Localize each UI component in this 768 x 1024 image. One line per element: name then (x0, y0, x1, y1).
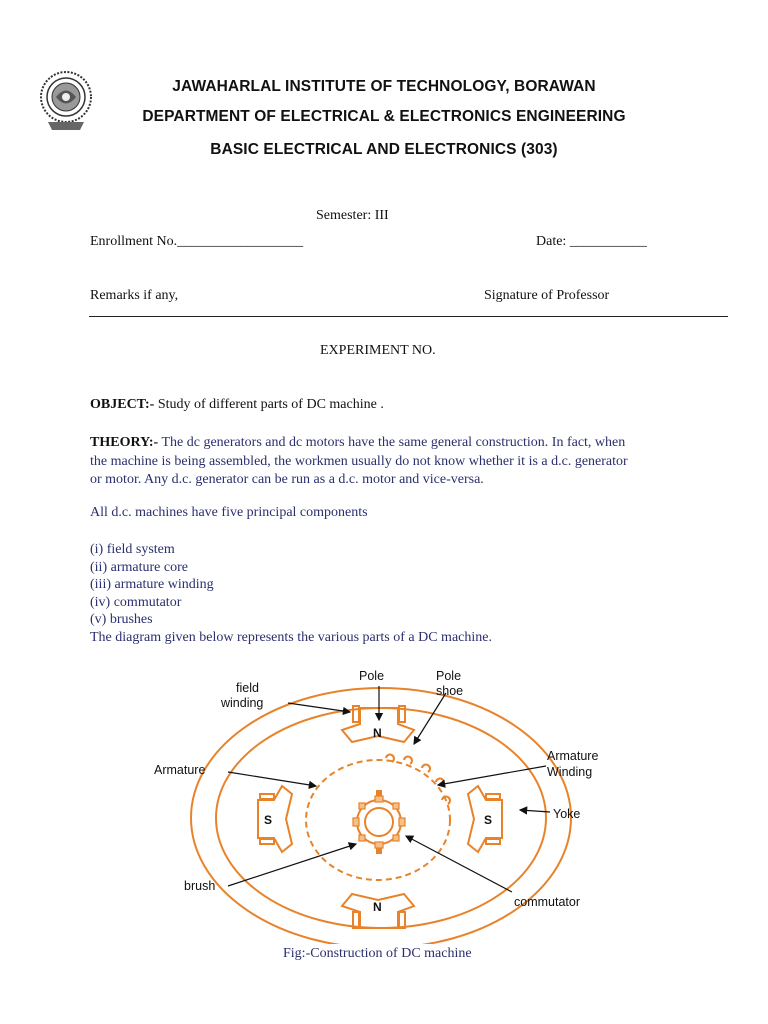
theory-text-1: The dc generators and dc motors have the same general construction. In fact, when (161, 435, 626, 450)
commutator-label: commutator (514, 895, 580, 909)
brush-label: brush (184, 879, 216, 893)
semester-text: Semester: III (316, 208, 389, 223)
pole-n-bottom-label: N (373, 900, 382, 914)
armature-winding-label-1: Armature (547, 749, 599, 763)
pole-shoe-label-1: Pole (436, 669, 462, 683)
dc-machine-diagram (146, 660, 626, 944)
object-line (90, 397, 384, 413)
pole-shoe-label-2: shoe (436, 684, 464, 698)
signature-text: Signature of Professor (484, 288, 610, 303)
object-text: Study of different parts of DC machine . (157, 397, 384, 412)
figure-caption: Fig:-Construction of DC machine (283, 946, 472, 961)
field-winding-label-1: field (236, 681, 259, 695)
date-field: Date: ___________ (536, 234, 647, 249)
experiment-title: EXPERIMENT NO. (320, 343, 436, 358)
list-item: (ii) armature core (90, 559, 188, 575)
theory-label: THEORY:- (90, 435, 159, 450)
pole-s-right-label: S (484, 813, 493, 827)
yoke-label: Yoke (553, 807, 581, 821)
list-item: (i) field system (90, 542, 175, 557)
field-winding-label-2: winding (221, 696, 264, 710)
department-name: DEPARTMENT OF ELECTRICAL & ELECTRONICS ENGINEERING (142, 108, 626, 125)
pole-label: Pole (359, 669, 385, 683)
armature-label: Armature (154, 763, 206, 777)
theory-line-3: or motor. Any d.c. generator can be run as a d.c. motor and vice-versa. (90, 472, 484, 487)
diagram-intro: The diagram given below represents the various parts of a DC machine. (90, 630, 492, 645)
theory-line-1 (90, 434, 710, 453)
list-item: (v) brushes (90, 612, 153, 627)
armature-circle (306, 760, 450, 880)
pole-n-top-label: N (373, 726, 382, 740)
pole-s-left-label: S (264, 813, 273, 827)
list-item: (iii) armature winding (90, 577, 214, 592)
components-list (90, 541, 214, 629)
institute-name: JAWAHARLAL INSTITUTE OF TECHNOLOGY, BORAWAN (172, 78, 596, 95)
armature-winding-label-2: Winding (547, 765, 593, 779)
theory-line-2: the machine is being assembled, the workmen usually do not know whether it is a d.c. generator (90, 453, 628, 469)
divider-line (89, 316, 728, 317)
course-title: BASIC ELECTRICAL AND ELECTRONICS (303) (210, 141, 558, 158)
object-label: OBJECT:- (90, 397, 155, 412)
list-item: (iv) commutator (90, 594, 182, 610)
enrollment-field: Enrollment No.__________________ (90, 234, 304, 249)
commutator-inner (365, 808, 393, 836)
components-intro: All d.c. machines have five principal components (90, 505, 368, 520)
remarks-text: Remarks if any, (90, 288, 179, 303)
theory-paragraph (90, 434, 710, 490)
